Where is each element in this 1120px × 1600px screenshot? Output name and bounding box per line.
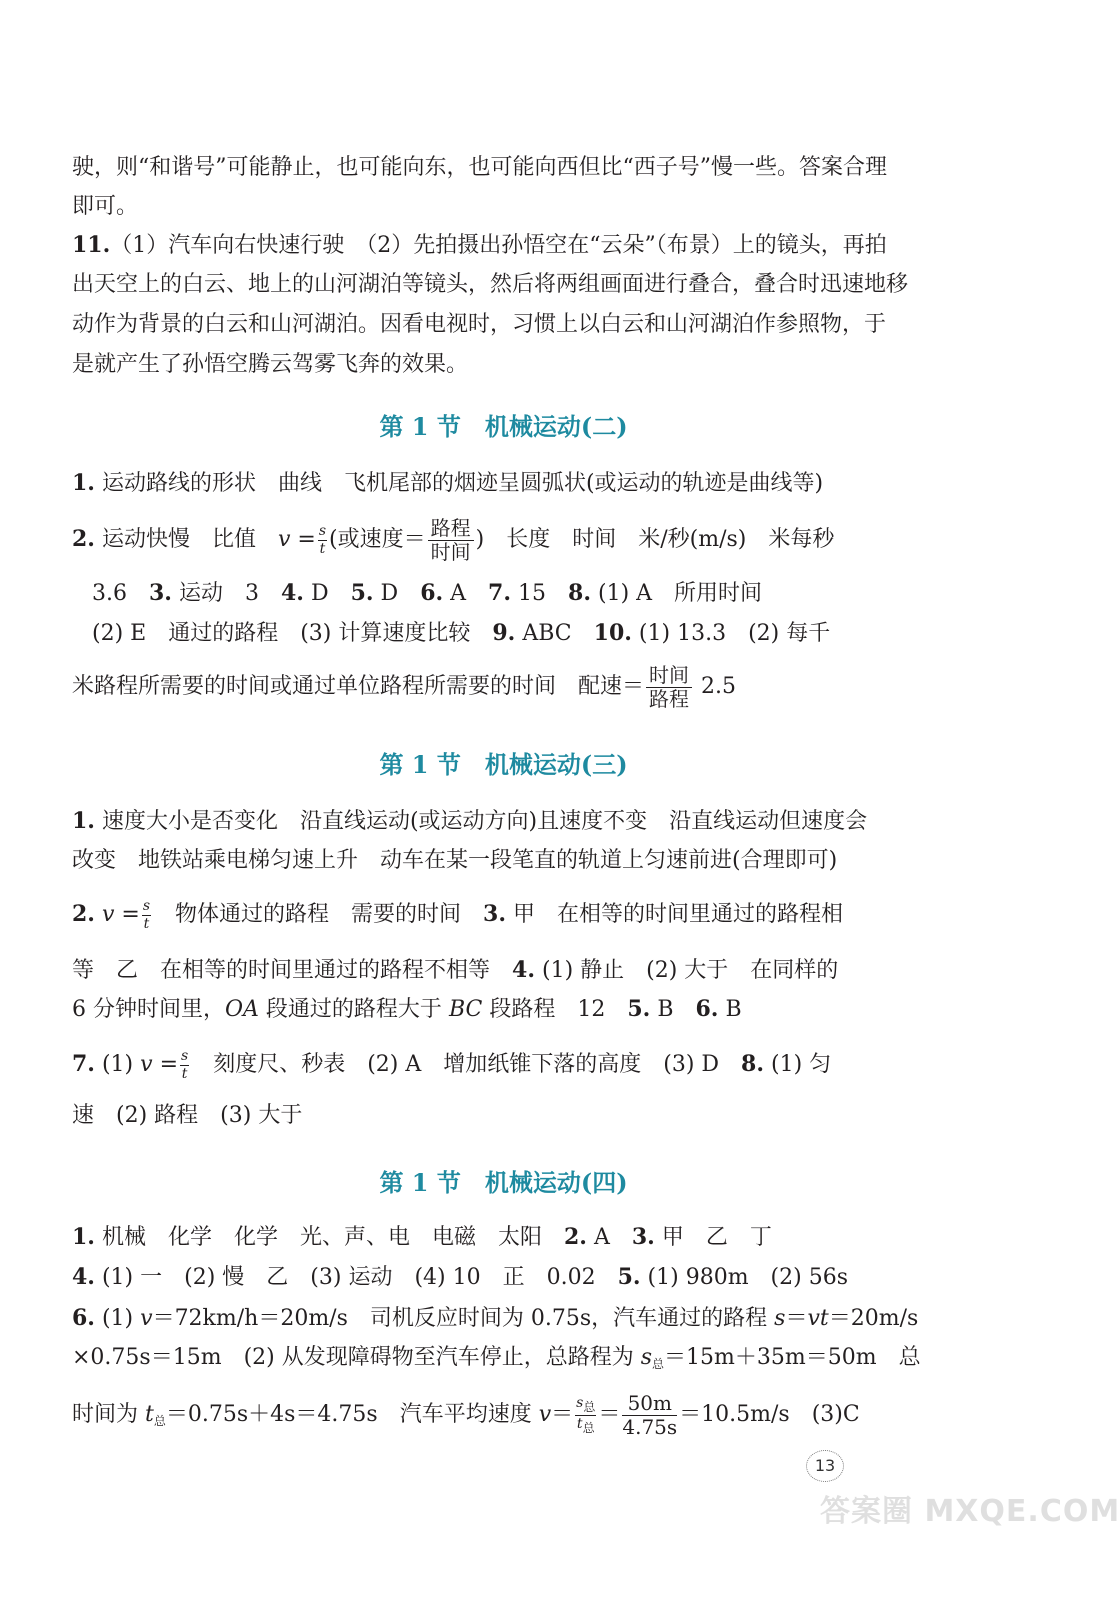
speed-fraction: $\frac{s}{t}$ — [142, 898, 151, 932]
sec3-line-3: 等 乙 在相等的时间里通过的路程不相等 4. (1) 静止 (2) 大于 在同样的 — [72, 957, 839, 983]
sec4-line-4: ×0.75s＝15m (2) 从发现障碍物至汽车停止，总路程为 $s_总=15m+35m=50m$ 总 — [72, 1345, 921, 1371]
sec3-line-4: 6 分钟时间里，OA 段通过的路程大于 BC 段路程 12 5. B 6. B — [72, 996, 742, 1022]
sec4-line-5: 时间为 $t_总=0.75s+4s=4.75s$ 汽车平均速度 v＝ $\frac{\text{s总}}{\text{t总}}$ ＝ $\frac{50m}{4.75s}$ ＝10.5m/s (3)C — [72, 1390, 860, 1439]
path-time-fraction: $\frac{\text{路程}}{\text{时间}}$ — [428, 517, 474, 564]
q11-line-2: 出天空上的白云、地上的山河湖泊等镜头，然后将两组画面进行叠合，叠合时迅速地移 — [72, 272, 909, 297]
section-title-4: 第 1 节 机械运动(四) — [379, 1168, 628, 1197]
sec2-line-5: 米路程所需要的时间或通过单位路程所需要的时间 配速＝ $\frac{\text{时间}}{\text{路程}}$ 2.5 — [72, 662, 737, 711]
sec2-q1: 1. 运动路线的形状 曲线 飞机尾部的烟迹呈圆弧状(或运动的轨迹是曲线等) — [72, 470, 824, 496]
sec4-line-2: 4. (1) 一 (2) 慢 乙 (3) 运动 (4) 10 正 0.02 5. (1) 980m (2) 56s — [72, 1264, 848, 1290]
watermark: 答案圈 MXQE.COM — [820, 1494, 1120, 1529]
sec3-q1-line-2: 改变 地铁站乘电梯匀速上升 动车在某一段笔直的轨道上匀速前进(合理即可) — [72, 848, 838, 873]
section-title-3: 第 1 节 机械运动(三) — [379, 750, 628, 779]
sec3-q7: 7. (1) v = $\frac{s}{t}$ 刻度尺、秒表 (2) A 增加纸锥下落的高度 (3) D 8. (1) 匀 — [72, 1048, 832, 1082]
sec3-line-6: 速 (2) 路程 (3) 大于 — [72, 1103, 303, 1128]
avg-speed-value-fraction: $\frac{50m}{4.75s}$ — [622, 1390, 678, 1439]
section-title-2: 第 1 节 机械运动(二) — [379, 412, 628, 441]
q11-line-1: 11.（1）汽车向右快速行驶 （2）先拍摄出孙悟空在“云朵”（布景）上的镜头，再拍 — [72, 232, 887, 258]
sec2-line-3: 3.6 3. 运动 3 4. D 5. D 6. A 7. 15 8. (1) A 所用时间 — [92, 580, 763, 606]
avg-speed-fraction: $\frac{\text{s总}}{\text{t总}}$ — [576, 1394, 596, 1435]
sec4-line-1: 1. 机械 化学 化学 光、声、电 电磁 太阳 2. A 3. 甲 乙 丁 — [72, 1224, 772, 1250]
sec3-q2: 2. v = $\frac{s}{t}$ 物体通过的路程 需要的时间 3. 甲 在相等的时间里通过的路程相 — [72, 898, 844, 932]
speed-fraction: $\frac{s}{t}$ — [181, 1048, 189, 1082]
page-number: 13 — [806, 1450, 844, 1482]
intro-line-1: 驶，则“和谐号”可能静止，也可能向东，也可能向西但比“西子号”慢一些。答案合理 — [72, 155, 887, 180]
q11-line-3: 动作为背景的白云和山河湖泊。因看电视时，习惯上以白云和山河湖泊作参照物，于 — [72, 312, 887, 337]
sec4-line-3: 6. (1) v＝72km/h＝20m/s 司机反应时间为 0.75s，汽车通过的路程 s＝vt＝20m/s — [72, 1305, 919, 1331]
sec2-q2: 2. 运动快慢 比值 v = $\frac{s}{t}$ (或速度＝ $\frac{\text{路程}}{\text{时间}}$ ) 长度 时间 米/秒(m/s) 米每秒 — [72, 515, 835, 564]
sec3-q1-line-1: 1. 速度大小是否变化 沿直线运动(或运动方向)且速度不变 沿直线运动但速度会 — [72, 808, 868, 834]
q11-line-4: 是就产生了孙悟空腾云驾雾飞奔的效果。 — [72, 352, 469, 377]
sec2-line-4: (2) E 通过的路程 (3) 计算速度比较 9. ABC 10. (1) 13.3 (2) 每千 — [92, 620, 831, 646]
intro-line-2: 即可。 — [72, 194, 139, 219]
speed-fraction: $\frac{s}{t}$ — [318, 523, 327, 557]
pace-fraction: $\frac{\text{时间}}{\text{路程}}$ — [646, 664, 692, 711]
